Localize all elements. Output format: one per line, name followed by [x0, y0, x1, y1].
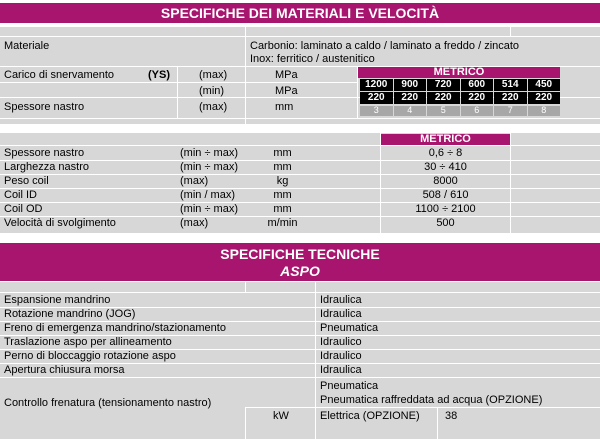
ys-max-cell: 900 [394, 79, 427, 91]
dim-row-unit: mm [273, 189, 292, 201]
tech-row-label: Traslazione aspo per allineamento [4, 336, 172, 348]
section-header-tecniche [0, 243, 600, 281]
dim-row-value: 8000 [433, 175, 458, 187]
spessore-unit: mm [275, 101, 294, 113]
ys-min-cell: 220 [427, 92, 460, 104]
ys-max-cell: 514 [494, 79, 527, 91]
tech-row-value: Idraulica [320, 364, 362, 376]
dim-row-label: Larghezza nastro [4, 161, 89, 173]
tech-row-value: Idraulica [320, 308, 362, 320]
thickness-cell: 4 [394, 106, 427, 116]
metrico-header: METRICO [358, 67, 560, 78]
tech-row-value: Pneumatica [320, 322, 379, 334]
section-subtitle-aspo: ASPO [280, 263, 320, 279]
dim-row-mod: (max) [180, 217, 209, 229]
freno-unit-kw: kW [273, 410, 289, 422]
ys-max-cell: 450 [528, 79, 561, 91]
dim-row-mod: (min / max) [180, 189, 235, 201]
dim-row-label: Coil OD [4, 203, 43, 215]
tech-row-label: Freno di emergenza mandrino/stazionamento [4, 322, 226, 334]
ys-min-cell: 220 [360, 92, 393, 104]
thickness-cell: 7 [494, 106, 527, 116]
freno-kw-value: 38 [445, 410, 458, 422]
tech-row-value: Idraulico [320, 336, 362, 348]
dim-row-value: 30 ÷ 410 [424, 161, 467, 173]
dim-row-mod: (min ÷ max) [180, 147, 238, 159]
tech-row-label: Espansione mandrino [4, 294, 111, 306]
dim-row-unit: mm [273, 203, 292, 215]
dim-row-value: 1100 ÷ 2100 [415, 203, 476, 215]
dim-row-label: Velocità di svolgimento [4, 217, 116, 229]
dim-row-mod: (min ÷ max) [180, 203, 238, 215]
tech-row-value: Idraulico [320, 350, 362, 362]
dim-row-unit: mm [273, 147, 292, 159]
carico-min: (min) [199, 85, 225, 97]
ys-min-cell: 220 [461, 92, 494, 104]
metrico-header-2: METRICO [381, 134, 510, 145]
dim-row-mod: (min ÷ max) [180, 161, 238, 173]
dim-row-label: Peso coil [4, 175, 49, 187]
materiale-value-inox: Inox: ferritico / austenitico [250, 53, 375, 65]
thickness-cell: 8 [528, 106, 561, 116]
section-header-materiali [0, 3, 600, 23]
tech-row-label: Rotazione mandrino (JOG) [4, 308, 136, 320]
dim-row-value: 500 [436, 217, 455, 229]
dim-row-unit: kg [276, 175, 289, 187]
dim-row-value: 508 / 610 [422, 189, 469, 201]
ys-max-cell: 600 [461, 79, 494, 91]
carico-label: Carico di snervamento [4, 69, 115, 81]
dim-row-unit: m/min [267, 217, 298, 229]
section-title: SPECIFICHE DEI MATERIALI E VELOCITÀ [160, 5, 440, 21]
spessore-label: Spessore nastro [4, 101, 85, 113]
ys-max-cell: 1200 [360, 79, 393, 91]
tech-row-label: Apertura chiusura morsa [4, 364, 125, 376]
thickness-cell: 6 [461, 106, 494, 116]
carico-abbr: (YS) [148, 69, 170, 81]
thickness-cell: 3 [360, 106, 393, 116]
materiale-label: Materiale [4, 40, 50, 52]
carico-mpa-max: MPa [275, 69, 298, 81]
dim-row-value: 0,6 ÷ 8 [428, 147, 463, 159]
ys-min-cell: 220 [528, 92, 561, 104]
thickness-cell: 5 [427, 106, 460, 116]
ys-min-cell: 220 [394, 92, 427, 104]
materiale-value-carbonio: Carbonio: laminato a caldo / laminato a freddo / zincato [250, 40, 520, 52]
tech-row-value: Idraulica [320, 294, 362, 306]
ys-max-cell: 720 [427, 79, 460, 91]
carico-mpa-min: MPa [275, 85, 298, 97]
dim-row-mod: (max) [180, 175, 209, 187]
freno-value-elettrica: Elettrica (OPZIONE) [320, 410, 420, 422]
ys-min-cell: 220 [494, 92, 527, 104]
dim-row-label: Spessore nastro [4, 147, 85, 159]
spessore-mod: (max) [199, 101, 228, 113]
freno-value-pneumatica: Pneumatica [320, 380, 379, 392]
dim-row-label: Coil ID [4, 189, 38, 201]
dim-row-unit: mm [273, 161, 292, 173]
section-title-tecniche: SPECIFICHE TECNICHE [220, 246, 380, 262]
carico-max: (max) [199, 69, 228, 81]
freno-label: Controllo frenatura (tensionamento nastro) [4, 397, 212, 409]
freno-value-acqua: Pneumatica raffreddata ad acqua (OPZIONE) [320, 394, 543, 406]
tech-row-label: Perno di bloccaggio rotazione aspo [4, 350, 176, 362]
